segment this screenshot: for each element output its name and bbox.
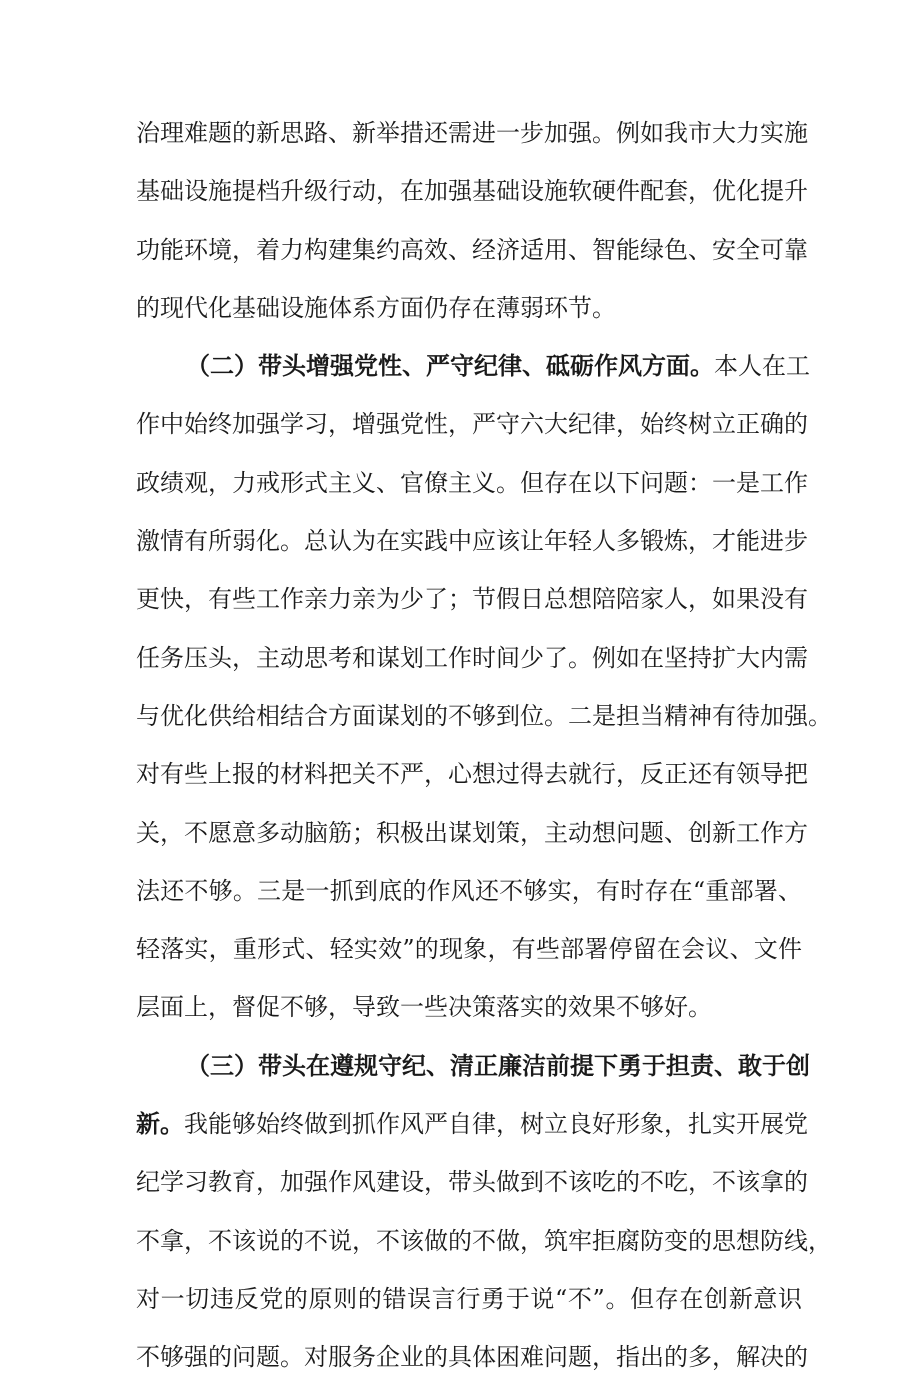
text-line: 层面上，督促不够，导致一些决策落实的效果不够好。 — [136, 993, 712, 1022]
paragraph-2 — [136, 337, 832, 1037]
text-line: 的现代化基础设施体系方面仍存在薄弱环节。 — [136, 293, 616, 322]
section-heading: （三）带头在遵规守纪、清正廉洁前提下勇于担责、敢于创 — [186, 1050, 810, 1080]
text-line — [136, 337, 810, 395]
text-line: 纪学习教育，加强作风建设，带头做到不该吃的不吃，不该拿的 — [136, 1168, 808, 1197]
text-line: 与优化供给相结合方面谋划的不够到位。二是担当精神有待加强。 — [136, 701, 832, 730]
text-run: 本人在工 — [714, 352, 810, 381]
text-line: 激情有所弱化。总认为在实践中应该让年轻人多锻炼，才能进步 — [136, 527, 808, 556]
paragraph-3 — [136, 1037, 832, 1387]
text-line: 关，不愿意多动脑筋；积极出谋划策，主动想问题、创新工作方 — [136, 818, 808, 847]
text-line: 法还不够。三是一抓到底的作风还不够实，有时存在“重部署、 — [136, 876, 802, 905]
text-line: 作中始终加强学习，增强党性，严守六大纪律，始终树立正确的 — [136, 410, 808, 439]
text-line: 对有些上报的材料把关不严，心想过得去就行，反正还有领导把 — [136, 760, 808, 789]
text-line: 功能环境，着力构建集约高效、经济适用、智能绿色、安全可靠 — [136, 235, 808, 264]
text-run: 我能够始终做到抓作风严自律，树立良好形象，扎实开展党 — [184, 1110, 808, 1139]
text-line — [136, 1095, 808, 1153]
text-line: 轻落实，重形式、轻实效”的现象，有些部署停留在会议、文件 — [136, 935, 802, 964]
text-line: 更快，有些工作亲力亲为少了；节假日总想陪陪家人，如果没有 — [136, 585, 808, 614]
section-heading: （二）带头增强党性、严守纪律、砥砺作风方面。 — [186, 351, 714, 381]
text-line: 不够强的问题。对服务企业的具体困难问题，指出的多，解决的 — [136, 1343, 808, 1372]
text-line: 任务压头，主动思考和谋划工作时间少了。例如在坚持扩大内需 — [136, 643, 808, 672]
text-line: 对一切违反党的原则的错误言行勇于说“不”。但存在创新意识 — [136, 1284, 802, 1313]
paragraph-1 — [136, 104, 808, 337]
text-line: 不拿，不该说的不说，不该做的不做，筑牢拒腐防变的思想防线， — [136, 1226, 832, 1255]
text-line: 治理难题的新思路、新举措还需进一步加强。例如我市大力实施 — [136, 119, 808, 147]
text-line: 基础设施提档升级行动，在加强基础设施软硬件配套，优化提升 — [136, 177, 808, 206]
section-heading-end: 新。 — [136, 1109, 184, 1139]
text-line: 政绩观，力戒形式主义、官僚主义。但存在以下问题：一是工作 — [136, 468, 808, 497]
